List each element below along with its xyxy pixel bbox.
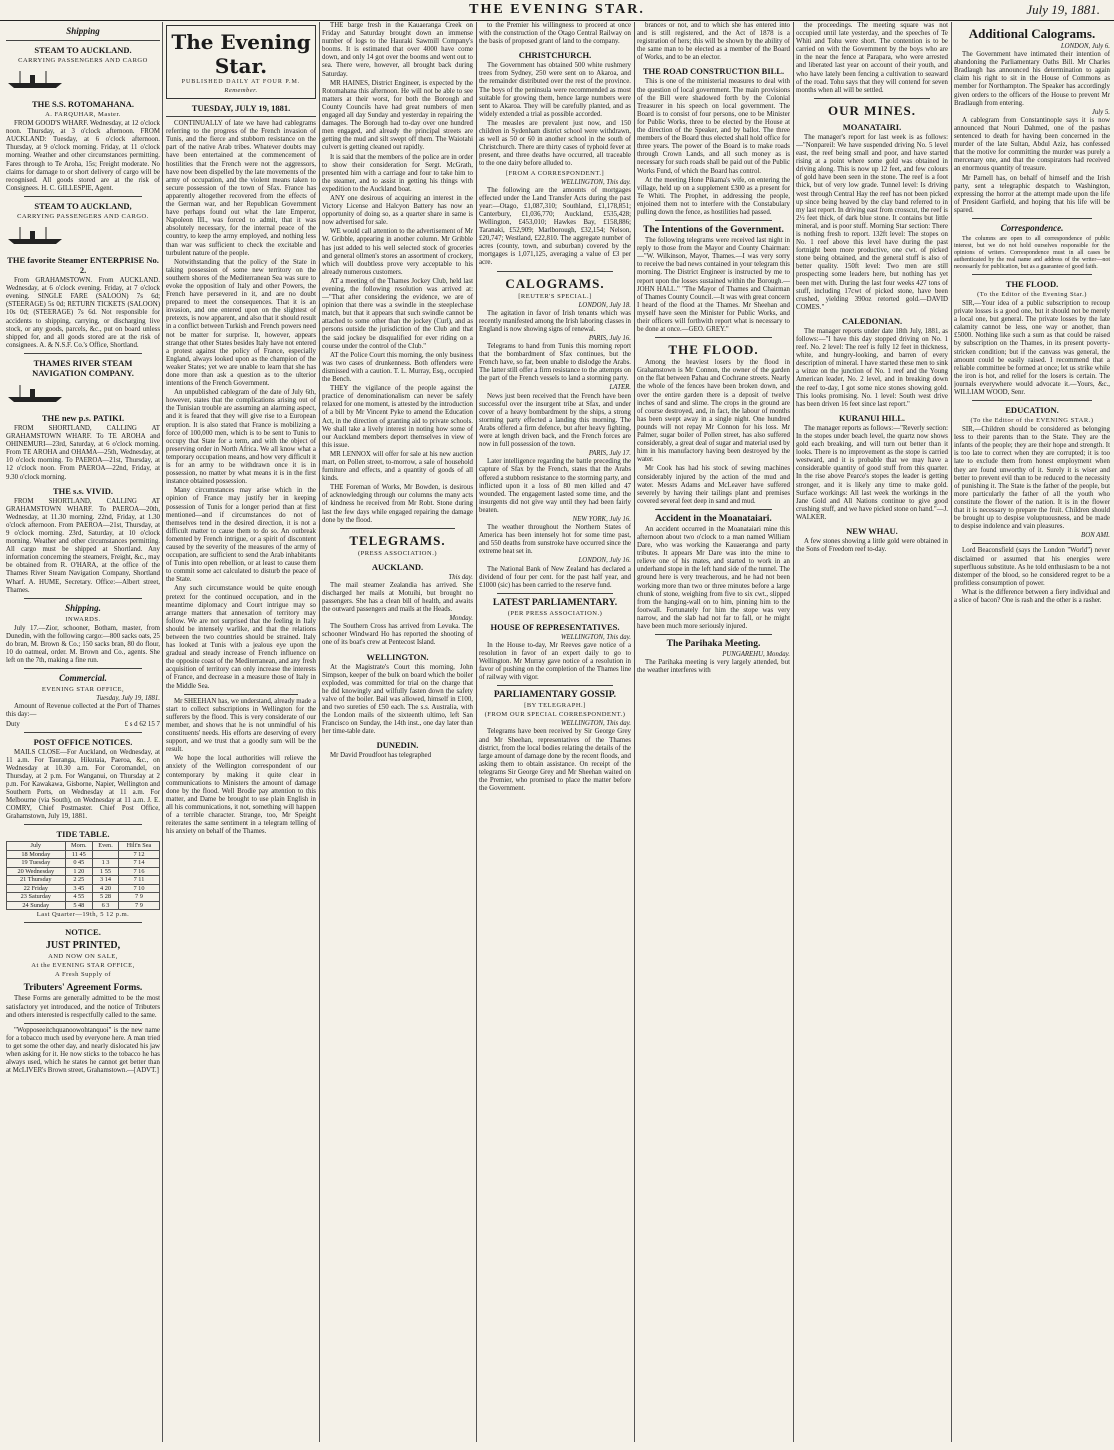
gossip-heading: PARLIAMENTARY GOSSIP. <box>493 690 617 701</box>
commercial-text: Amount of Revenue collected at the Port of Thames this day:— <box>6 703 160 719</box>
mine-report: The manager reports under date 18th July, 1881, as follows:—"I have this day stopped driving on No. 1 reef. No. 2 level: The reef is fully 12 feet in thickness, white, and hungry-looking, and barren of every description of mineral. I have started these men to sink a winze on the junction of No. 1 reef and the Young American leader, No. 2 level, and in breaking down the reef to-day, I got some nice stones showing gold. This looks promising. No. 1 level: South west drive has been driven 16 feet since last report." <box>796 327 948 408</box>
tide-cell: 19 Tuesday <box>7 859 66 868</box>
mine-report: A few stones showing a little gold were obtained in the Sons of Freedom reef to-day. <box>796 537 948 554</box>
steam2-subheading: CARRYING PASSENGERS AND CARGO. <box>17 212 149 220</box>
duty-line <box>6 721 160 729</box>
flood-text: Mr Cook has had his stock of sewing machines considerably injured by the action of the mud and water. Messrs Adams and McLeaver have suffered severely by having their tailings plant and premises covered several feet deep in sand and mud. <box>637 465 790 505</box>
news-paragraph: THE barge fresh in the Kauaeranga Creek on Friday and Saturday brought down an immense number of logs to the Hauraki Sawmill Company's booms. It is estimated that over 4000 have come down, and only 14 got over the booms and went out to sea. There were, however, all brought back during Saturday. <box>322 22 473 78</box>
divider <box>497 271 613 272</box>
ship-name-rotomahana: THE S.S. ROTOMAHANA. <box>31 99 135 110</box>
parliament-heading: LATEST PARLIAMENTARY. <box>492 597 618 608</box>
tide-cell: 22 Friday <box>7 884 66 893</box>
inwards-label: INWARDS. <box>65 615 101 623</box>
table-row <box>7 901 160 910</box>
flood-letter-addressee: (To the Editor of the Evening Star.) <box>977 290 1087 298</box>
news-paragraph: We hope the local authorities will relieve the anxiety of the Wellington correspondent of our contemporary by making it quite clear in communications to Ministers the amount of damage done by the flood. Well Brodie pay attention to this matter, and Dame be brought to use plain English in all his communications, it not, something will happen of a terrible character. Strange, too, Mr Speight reiterates the same sentiment in a telegram telling of his anxiety on behalf of the Thames. <box>166 755 316 836</box>
flood-letter-heading: THE FLOOD. <box>1005 278 1059 289</box>
news-paragraph: Lord Beaconsfield (says the London "World") never disclaimed or assumed that his energies were superfluous substitute. As he told enthusiasm to be a not distemper of the blood, so he considered regret to be a profitless consumption of power. <box>954 547 1110 587</box>
table-row <box>7 876 160 885</box>
news-paragraph: It is said that the members of the police are in order to show their consideration for Sergt. McGrath, presented him with a carriage and four to take him to the steamer, and to assist in getting his things with expedition to the Auckland boat. <box>322 153 473 193</box>
ship-master: A. FARQUHAR, Master. <box>45 111 121 119</box>
correspondence-note: The columns are open to all correspondence of public interest, but we do not hold ourselves responsible for the opinions of writers. Correspondence must in all cases be authenticated by the real name and address of the writer—not necessarily for publication, but as a guarantee of good faith. <box>954 235 1110 270</box>
column-4 <box>479 22 631 1442</box>
table-row <box>7 859 160 868</box>
accident-heading: Accident in the Moanataiari. <box>655 513 772 524</box>
tide-col-header: Even. <box>93 842 119 851</box>
table-row <box>7 884 160 893</box>
telegrams-subheading: (PRESS ASSOCIATION.) <box>358 549 437 557</box>
divider <box>24 353 142 354</box>
divider <box>972 400 1092 401</box>
tide-cell: 20 Wednesday <box>7 867 66 876</box>
tide-col-header: July <box>7 842 66 851</box>
duty-label: Duty <box>6 720 20 728</box>
divider <box>6 40 160 41</box>
steamship-icon <box>6 383 66 403</box>
parliament-text: In the House to-day, Mr Reeves gave notice of a resolution in favor of an expert daily to go to Wellington. Mr Murray gave notice of a resolution in favor of pushing on the completion of the Thames line of railway with vigor. <box>479 641 631 682</box>
tide-cell: 4 20 <box>93 884 119 893</box>
tide-cell: 23 Saturday <box>7 893 66 902</box>
printed-office: At the EVENING STAR OFFICE, <box>31 962 135 970</box>
tide-cell: 6 3 <box>93 901 119 910</box>
dateline-london: LONDON, July 6. <box>1060 43 1110 50</box>
column-1 <box>6 22 160 1442</box>
dateline-day: WELLINGTON, This day. <box>560 720 631 728</box>
divider <box>166 116 316 117</box>
ship-schedule: FROM SHORTLAND, CALLING AT GRAHAMSTOWN WHARF. To TE AROHA and OHINEMURI—23rd, Saturday, at 6 o'clock morning. From TE AROHA and OHAMA—25th, Wednesday, at 10 o'clock morning. To PAEROA—21st, Thursday, at 12 o'clock noon. From PAEROA—22nd, Friday, at 9.30 o'clock morning. <box>6 424 160 481</box>
cable-text: A cablegram from Constantinople says it is now announced that Nouri Dahmed, one of the pashas sentenced to death for having been concerned in the murder of the late Sultan, Abdul Aziz, has confessed that the motive for committing the murder was purely a mercenary one, and that the conspirators had received an enormous quantity of treasure. <box>954 116 1110 173</box>
divider <box>24 922 142 923</box>
tide-table <box>6 841 160 910</box>
masthead-date: July 19, 1881. <box>1026 2 1100 17</box>
news-paragraph: What is the difference between a fiery individual and a slice of bacon? One is rash and the other is a rasher. <box>954 588 1110 604</box>
gossip-text: Telegrams have been received by Sir George Grey and Mr Sheehan, representatives of the Thames district, from the local bodies relating the details of the large amount of damage done by the recent floods, and asking them to obtain assistance. On receipt of the telegrams Sir George Grey and Mr Sheehan waited on the Premier, who promised to place the matter before the Government. <box>479 728 631 793</box>
telegrams-heading: TELEGRAMS. <box>349 532 446 548</box>
mine-caledonian: CALEDONIAN. <box>841 315 903 326</box>
news-paragraph: AT a meeting of the Thames Jockey Club, held last evening, the following resolution was arrived at:—"That after considering the evidence, we are of opinion that there was a swindle in the steeplechase match, but that it appears that such swindle cannot be attached to some other than the jockey (Curl), and as persons outside the jurisdiction of the Club and that the said jockey be disqualified for ever riding on a course under the control of the Club." <box>322 277 473 350</box>
news-paragraph: brances or not, and to which she has entered into and is still registered, and the Act of 1878 is a registration of hers; this will be shown by the ability of the same man to be elected as a member of the Board of Works, and to be an elector. <box>637 22 790 62</box>
news-paragraph: MR LENNOX will offer for sale at his new auction mart, on Pollen street, to-morrow, a sale of household furniture and effects, and a quantity of goods of all kinds. <box>322 450 473 483</box>
divider <box>497 685 613 686</box>
calograms-heading: CALOGRAMS. <box>505 275 605 291</box>
editorial-paragraph: An unpublished cablegram of the date of July 6th, however, states that the complications arising out of the Tunisian trouble are assuming an alarming aspect, and it is feared that they will give rise to a European eruption. It is also stated that France is mobilizing a force of 100,000 men, which is to be sent to Tunis to occupy that State for a term, and with the object of preserving order in North Africa. We all know what a temporary occupation means, and how very difficult it is for an army to be withdrawn once it is in possession, no matter by what means it is in the first instance obtained possession. <box>166 389 316 486</box>
mine-new-whau: NEW WHAU. <box>846 525 898 536</box>
commercial-office: EVENING STAR OFFICE, <box>41 686 125 694</box>
column-5 <box>637 22 790 1442</box>
column-rule <box>476 22 477 1442</box>
gossip-correspondent: (FROM OUR SPECIAL CORRESPONDENT.) <box>484 711 626 719</box>
intentions-text: The following telegrams were received last night in reply to those from the Mayor and County Chairman:—"W. Wilkinson, Mayor, Thames.—I was very sorry to receive the bad news contained in your telegram this morning. The District Engineer is instructed by me to report upon the losses sustained within the Borough.—JOHN HALL." "The Mayor of Thames and Chairman of Thames County Council.—It was with great concern I heard of the flood at the Thames. Mr Sheehan and myself have seen the Minister for Public Works, and their officers will forthwith report what is necessary to be done at once.—GEO. GREY." <box>637 237 790 334</box>
tide-cell: 7 12 <box>118 850 159 859</box>
steamship-icon <box>6 69 66 89</box>
table-row <box>7 867 160 876</box>
tide-cell: 3 45 <box>65 884 92 893</box>
column-rule <box>319 22 320 1442</box>
parihaka-heading: The Parihaka Meeting. <box>666 639 761 650</box>
education-text: SIR,—Children should be considered as belonging less to their parents than to the State. They are the infants of the people; they are their hope and strength. It is too late to correct when they are corrupted; it is too late to exclude them from honest employment when they are found unworthy of it. Surely it is wiser and better to prevent evil than to be reduced to the necessity of punishing it. The State is the father of the people, but more particularly the father of all the youth who constitute the flower of the nation. It is in the flower that it is necessary to prepare the fruit. Children should be brought up to despise voluptuousness, and be made to despise indolence and vain pleasures. <box>954 426 1110 531</box>
gossip-subheading: [BY TELEGRAPH.] <box>524 702 586 710</box>
notice-heading: NOTICE. <box>65 927 101 938</box>
tide-cell: 0 45 <box>65 859 92 868</box>
news-paragraph: Mr SHEEHAN has, we understand, already made a start to collect subscriptions in Wellington for the sufferers by the flood. This is very considerate of our member, and shows that he is not unmindful of his constituents' needs. His efforts are deserving of every support, and we trust that a goodly sum will be the result. <box>166 697 316 754</box>
telegram-text: The mail steamer Zealandia has arrived. She discharged her mails at Motuihi, but brought no passengers. She has a clean bill of health, and awaits the outward passengers and mails at the Heads. <box>322 581 473 614</box>
mine-moanataiari: MOANATAIRI. <box>842 121 902 132</box>
divider <box>24 732 142 733</box>
ship-name-patiki: THE new p.s. PATIKI. <box>41 412 125 423</box>
parliament-subheading: (PER PRESS ASSOCIATION.) <box>507 609 603 617</box>
additional-calograms-heading: Additional Calograms. <box>968 26 1096 41</box>
divider <box>24 1023 142 1024</box>
cable-text: The agitation in favor of Irish tenants which was recently manifested among the Irish laboring classes in England is now showing signs of renewal. <box>479 309 631 333</box>
mine-report: The manager's report for last week is as follows:—"Nonpareil: We have suspended driving No. 5 level east, the reef being small and poor, and have started rising at a point where some gold was obtained in driving along. This is now up 12 feet, and few colours of gold have been seen in the stone. The reef is a foot thick, but of very low grade. Tunnel level: Is driving west through Central Hay the reef has not been picked up since being heaved by the clay band referred to in my last report. In driving east from crosscut, the reef is 2½ feet thick, of dark blue stone. It contains but little mineral, and is poor stuff. Morning Star section: There is nothing fresh to report. 132ft level: The stopes on No. 1 reef above this level have during the past fortnight been more productive, one cwt. of picked stone being obtained, and the general stuff is also of better quality. 150ft level: Two men are still prospecting some leaders here, but nothing has yet been met with. During the last four weeks 427 tons of stuff, including 17cwt of picked stone, have been crushed, yielding 390oz retorted gold.—DAVID COMES." <box>796 133 948 311</box>
tide-cell: 1 20 <box>65 867 92 876</box>
tide-cell: 7 10 <box>118 884 159 893</box>
divider <box>24 598 142 599</box>
dateline-london: LONDON, July 16. <box>578 557 631 565</box>
column-rule <box>793 22 794 1442</box>
dateline-auckland: AUCKLAND. <box>371 561 424 572</box>
divider <box>655 337 772 338</box>
editorial-paragraph: CONTINUALLY of late we have had cablegrams referring to the progress of the French invasion of Tunis, and the fierce and stubborn resistance on the part of the native Arab tribes. Whatever doubts may have been entertained at the commencement of hostilities that the French were not the aggressors, have now been dispelled by the late movements of the army of occupation, and the violent means taken to secure possession of the town of Sfax. France has apparently altogether recovered from the effects of the German war, and her Republican Government have perhaps found out what the late Emperor, Napoleon III., was forced to admit, that it was absolutely necessary, for the internal peace of the country, to keep the army employed, and nothing less than war was sufficient to check the excitable and turbulent nature of the people. <box>166 120 316 257</box>
telegram-text: The Southern Cross has arrived from Levuka. The schooner Windward Ho has reported the shooting of one of its boat's crew at Pentecost Island. <box>322 623 473 647</box>
printed-sub: AND NOW ON SALE, <box>48 953 118 961</box>
column-rule <box>634 22 635 1442</box>
tide-col-header: Hilt'n Sea <box>118 842 159 851</box>
editorial-paragraph: Any such circumstance would be quite enough pretext for the continued occupation, and in the meantime diplomacy and Court intrigue may so arrange matters that annexation of territory may follow. We are not surprised that the feeling in Italy should be intensely warlike, and that the relations between the two countries should be strained. Italy has looked at Tunis with a jealous eye upon the gradual and steady increase of French influence on the opposite coast of the Mediterranean, and any fresh acquisition of territory can only increase the interests of France, and decrease in a measure those of Italy in the Middle Sea. <box>166 585 316 690</box>
just-printed: JUST PRINTED, <box>45 940 121 952</box>
cable-text: Mr Parnell has, on behalf of himself and the Irish party, sent a telegraphic despatch to Washington, expressing the horror at the attempt made upon the life of President Garfield, and hoping that his life will be spared. <box>954 174 1110 214</box>
column-rule <box>162 22 163 1442</box>
divider <box>972 218 1092 219</box>
cable-text: News just been received that the French have been successful over the insurgent tribe at Sfax, and under cover of a heavy bombardment by the ships, a strong storming party effected a landing this morning. The Arabs offered a firm defence, but after heavy fighting, were at length driven back, and the French forces are now in full possession of the town. <box>479 392 631 449</box>
cable-text: The weather throughout the Northern States of America has been intensely hot for some time past, and 550 deaths from sunstroke have occurred since the extreme heat set in. <box>479 524 631 556</box>
editorial-paragraph: Many circumstances may arise which in the opinion of France may justify her in keeping possession of Tunis for a longer period than at first mentioned—and if circumstances do not of themselves tend in the desired direction, it is not a difficult matter to cause them to do so. An outbreak fomented by French intrigue, or a spirit of discontent caused by the severity of the measures of the army of occupation, are sufficient to send the Arab inhabitants of Tunis into open rebellion, or at least to cause them to commit some act calculated to disturb the peace of the State. <box>166 487 316 584</box>
shipping2-heading: Shipping. <box>65 602 101 613</box>
flood-heading: THE FLOOD. <box>668 342 759 358</box>
shipping-heading: Shipping <box>66 26 100 36</box>
tributers-heading: Tributers' Agreement Forms. <box>23 983 143 994</box>
intentions-heading: The Intentions of the Government. <box>643 225 784 236</box>
printed-supply: A Fresh Supply of <box>55 971 111 979</box>
dateline-day: This day. <box>448 573 473 581</box>
inwards-text: July 17.—Zior, schooner, Botham, master, from Dunedin, with the following cargo:—800 sacks oats, 25 do bran, M. Brown & Co.; 150 sacks bran, 80 do flour, 10 do oatmeal, order. M. Brown and Co., agents. She left on the 7th, making a fine run. <box>6 624 160 665</box>
tributers-text: These Forms are generally admitted to be the most satisfactory yet introduced, and the notice of Tributers and others interested is respectfully called to the same. <box>6 995 160 1019</box>
telegram-text: The following are the amounts of mortgages effected under the Land Transfer Acts during the past year:—Otago, £1,087,310; Southland, £1,178,851; Canterbury, £1,036,770; Auckland, £535,428; Wellington, £453,010; Hawkes Bay, £158,886; Taranaki, £52,909; Marlborough, £32,154; Nelson, £20,747; Westland, £22,810. The aggregate number of acres (county, town, and suburban) covered by the mortgages is 1,071,125, averaging a value of £3 per acre. <box>479 186 631 267</box>
divider <box>184 694 298 695</box>
divider <box>655 509 772 510</box>
dateline-july5: July 5. <box>1091 108 1110 116</box>
tide-cell: 1 3 <box>93 859 119 868</box>
road-bill-heading: THE ROAD CONSTRUCTION BILL. <box>642 66 785 77</box>
commercial-heading: Commercial. <box>59 673 107 684</box>
correspondent-note: [FROM A CORRESPONDENT.] <box>505 169 605 177</box>
tide-cell: 7 16 <box>118 867 159 876</box>
education-heading: EDUCATION. <box>1005 405 1059 416</box>
paper-date: TUESDAY, JULY 19, 1881. <box>191 103 291 114</box>
tide-cell: 5 28 <box>93 893 119 902</box>
steam-subheading: CARRYING PASSENGERS AND CARGO <box>18 57 148 64</box>
flood-letter-text: SIR,—Your idea of a public subscription to recoup private losses is a good one, but it should not be merely a local one, but general. The private losses by the late calamity cannot be less, one way or another, than £5000. Nothing like such a sum as that could be raised by subscription on the Thames, in its present poverty-stricken condition; but if the canvass was general, the amount could be easily raised. I recommend that a reliable committee be formed at once; let us strike while the iron is hot, and relief for the losers is certain. The journals everywhere would advocate it.—Yours, &c., WILLIAM WOOD, Senr. <box>954 299 1110 396</box>
ship-schedule: FROM GOOD'S WHARF. Wednesday, at 12 o'clock noon. Thursday, at 3 o'clock afternoon. FROM AUCKLAND: Tuesday, at 6 o'clock afternoon. Thursday, at 9 o'clock morning. Friday, at 11 o'clock morning. Weather and other circumstances permitting. Fares through to Te Aroha, 15s; Freight moderate. No claims for damage to or short delivery of cargo will be recognised. All goods stored are at the risk of Consignees. H. C. GILLESPIE, Agent. <box>6 120 160 192</box>
dateline-wellington: WELLINGTON. <box>366 651 429 662</box>
news-paragraph: to the Premier his willingness to proceed at once with the construction of the Otago Central Railway on the basis of proposed grant of land to the company. <box>479 22 631 46</box>
tide-cell: 5 48 <box>65 901 92 910</box>
news-paragraph: ANY one desirous of acquiring an interest in the Victory License and Halcyon Battery has now an opportunity of doing so, as a quarter share in same is now advertised for sale. <box>322 194 473 227</box>
accident-text: An accident occurred in the Moanataiari mine this afternoon about two o'clock to a man named William Dare, who was working the Kauaeranga and party tributes. It appears Mr Dare was into the mine to relieve one of his mates, and started to work in an underhand stope in the left hand side of the tunnel. The ground here is very treacherous, and he had not been working more than two or three minutes before a large chunk of stone, weighing from five to six cwt., slipped from the hanging-wall on to him, pinning him to the footwall. Fortunately for him the stope was very narrow, and the slab had not far to fall, or he might have been much more seriously injured. <box>637 525 790 630</box>
news-paragraph: THE Foreman of Works, Mr Bowden, is desirous of acknowledging through our columns the many acts of kindness he received from Mr Robt. Stone during last the few days while engaged repairing the damage done by the flood. <box>322 484 473 524</box>
duty-amount: £ s d 62 15 7 <box>124 720 160 728</box>
flood-text: Among the heaviest losers by the flood in Grahamstown is Mr Connon, the owner of the garden on the flat between Pahau and Cochrane streets. Nearly the whole of the fences have been broken down, and over the entire garden there is a deposit of twelve inches of sand and slime. The crops in the ground are of course destroyed, and, in fact, the labour of months has been swept away in a single night. One hundred pounds will not repay Mr Connon for his loss. Mr Palmer, sugar boiler of Pollen street, has also suffered considerably, a great deal of sugar and material used by him in his manufactory having been destroyed by the water. <box>637 359 790 464</box>
divider <box>655 220 772 221</box>
divider <box>24 668 142 669</box>
divider <box>24 196 142 197</box>
calograms-subheading: [REUTER'S SPECIAL.] <box>518 292 592 300</box>
parihaka-text: The Parihaka meeting is very largely attended, but the weather interferes with <box>637 659 790 675</box>
house-heading: HOUSE OF REPRESENTATIVES. <box>490 621 620 632</box>
dateline-paris: PARIS, July 16. <box>588 334 631 342</box>
divider <box>972 274 1092 275</box>
tide-cell: 24 Sunday <box>7 901 66 910</box>
newspaper-logo: The Evening Star. <box>171 30 311 78</box>
mine-report: The manager reports as follows:—"Reverly section: In the stopes under beach level, the quartz now shows gold each breaking, and will turn out better than it looks. There is no improvement as the stope is carried westward, and it is probable that we may have a considerable quantity of good stuff from this quarter. In the rise above Pearce's stopes the leader is getting stronger, and it is likely any time to make gold. Surface workings: All last week the workings in the Jane Gold and All Nations continue to give good crushing stuff, and we have picked stone on hand."—J. WALKER. <box>796 424 948 521</box>
dateline-day: WELLINGTON, This day. <box>560 178 631 186</box>
news-paragraph: AT the Police Court this morning, the only business was two cases of drunkenness. Both offenders were dismissed with a caution. T. L. Murray, Esq., occupied the Bench. <box>322 351 473 384</box>
tide-cell <box>93 850 119 859</box>
cable-text: The Government have intimated their intention of abandoning the Parliamentary Oaths Bill. Mr Charles Bradlaugh has announced his determination to again claim his right to sit in the House of Commons as member for Northampton. The Speaker has accordingly given orders to the officers of the House to prevent Mr Bradlaugh from entering. <box>954 51 1110 107</box>
publication-notice: PUBLISHED DAILY AT FOUR P.M. <box>181 79 301 85</box>
divider <box>655 634 772 635</box>
nameplate <box>166 25 316 99</box>
table-row <box>7 850 160 859</box>
dateline-day: WELLINGTON, This day. <box>560 633 631 641</box>
remember-note: Remember. <box>224 87 258 95</box>
column-rule <box>951 22 952 1442</box>
ship-name-vivid: THE s.s. VIVID. <box>52 485 114 496</box>
tide-header-row <box>7 842 160 851</box>
tide-cell: 7 14 <box>118 859 159 868</box>
masthead-title: THE EVENING STAR. <box>469 2 645 17</box>
cable-text: Later intelligence regarding the battle preceding the capture of Sfax by the French, states that the Arabs offered a stubborn resistance to the storming party, and inflicted upon it a loss of 80 men killed and 47 wounded. The engagement lasted some time, and the insurgents did not give way until they had been fairly beaten. <box>479 458 631 514</box>
news-paragraph: THEY the vigilance of the people against the practice of denominationalism can never be safely relaxed for one moment, is attested by the introduction of a bill by Mr Vincent Pyke to amend the Education Act, in the direction of granting aid to private schools. We shall take a lively interest in noting how some of our Auckland members deport themselves in view of this issue. <box>322 385 473 449</box>
tide-cell: 1 55 <box>93 867 119 876</box>
dateline-dunedin: DUNEDIN. <box>376 740 419 751</box>
letter-signature: BON AMI. <box>1081 532 1110 540</box>
tide-cell: 18 Monday <box>7 850 66 859</box>
steam2-heading: STEAM TO AUCKLAND, <box>34 200 132 211</box>
tide-cell: 7 9 <box>118 901 159 910</box>
dateline-christchurch: CHRISTCHURCH. <box>518 50 592 61</box>
divider <box>972 543 1092 544</box>
news-paragraph: WE would call attention to the advertisement of Mr W. Gribble, appearing in another column. Mr Gribble has just added to his well selected stock of groceries and general ollmen's stores an assortment of crockery, which will doubtless prove very acceptable to his already numerous customers. <box>322 228 473 276</box>
steamship-icon <box>6 225 66 245</box>
tide-col-header: Morn. <box>65 842 92 851</box>
cable-text: The National Bank of New Zealand has declared a dividend of four per cent. for the past half year, and £1000 (sic) has been carried to the reserve fund. <box>479 565 631 589</box>
thames-navigation-heading: THAMES RIVER STEAM NAVIGATION COMPANY. <box>32 357 134 378</box>
telegram-text: At the Magistrate's Court this morning, John Simpson, keeper of the bulk on board which the boiler exploded, was committed for trial on the charge that he did knowingly and wilfully fasten down the safety valve of the boiler. Bail was allowed, himself in £100, and two sureties of £50 each. The s.s. Australia, with the London mails of the sixteenth ultimo, left San Francisco on Sunday, the 14th inst., one day later than her time-table date. <box>322 663 473 736</box>
divider <box>814 98 930 99</box>
tobacco-ad: "Wopposeeitchquanoowohtanquoi" is the new name for a tobacco much used by everyone here. A man tried to get some the other day, and nearly dislocated his jaw when asking for it. He now sticks to the tobacco he has always used, which he states he cannot get better than at McLIVER's Brown street, Grahamstown.—[ADVT.] <box>6 1026 160 1075</box>
tide-cell: 21 Thursday <box>7 876 66 885</box>
dateline-london: LONDON, July 18. <box>578 301 631 309</box>
telegram-text: The Government has obtained 500 white rushmery trees from Sydney, 250 were sent on to Akaroa, and the remainder distributed over the rest of the province. The boys of the peninsula were recommended as most suitable for growing them, hence large numbers were sent to Akaroa. They will be carefully planted, and as widely extended a trial as possible accorded. <box>479 62 631 118</box>
dateline-pungarehu: PUNGAREHU, Monday. <box>722 651 790 659</box>
ship-schedule: FROM SHORTLAND, CALLING AT GRAHAMSTOWN WHARF. To PAEROA—20th, Wednesday, at 11.30 morning. 22nd, Friday, at 1.30 o'clock afternoon. From PAEROA—21st, Thursday, at 9 o'clock morning. 23rd, Saturday, at 10 o'clock morning. Weather and other circumstances permitting. All cargo must be shipped at Shortland. Any information concerning the steamers, Freight, &c., may be obtained from R. O'HARA, at the office of the Thames River Steam Navigation Company, Shortland Wharf. A. HUME, Secretary. Office:—Albert street, Thames. <box>6 497 160 594</box>
mine-kuranui: KURANUI HILL. <box>838 412 906 423</box>
column-3 <box>322 22 473 1442</box>
divider <box>340 528 455 529</box>
tide-cell: 11 45 <box>65 850 92 859</box>
commercial-date: Tuesday, July 19, 1881. <box>96 695 160 703</box>
education-addressee: (To the Editor of the EVENING STAR.) <box>970 417 1094 425</box>
editorial-paragraph: Notwithstanding that the policy of the State in taking possession of some new territory on the southern shores of the Mediterranean Sea was sure to evoke the opposition of Italy and other Powers, the French have persevered in it, and are no doubt prepared to meet the consequences. That it is an invasion, and one entered upon on the slightest of pretexts, is now apparent, and also that it should result in a conflict between Turkish and French powers need not be matter for surprise. It, however, appears strange that other States besides Italy have not entered a protest against the policy of France, especially England, always looked upon as the champion of the weaker States; yet we are unable to learn that she has done more than ask a question as to the ulterior intentions of the French Government. <box>166 258 316 388</box>
tide-cell: 3 14 <box>93 876 119 885</box>
cable-text: Telegrams to hand from Tunis this morning report that the bombardment of Sfax continues, but the French have, so far, been unable to dislodge the Arabs. The latter still offer a firm resistance to the attempts on the part of the French vessels to land a storming party. <box>479 343 631 383</box>
news-paragraph: MR HAINES, District Engineer, is expected by the Rotomahana this afternoon. He will not be able to see matters at their worst, for both the Borough and County Councils have had great numbers of men engaged all day Sunday and yesterday in repairing the damages. The Borough had to-day over one hundred men engaged, and already the principal streets are getting the mud and silt swept off them. The Waiotahi culvert is getting cleaned out rapidly. <box>322 79 473 152</box>
correspondence-heading: Correspondence. <box>1000 222 1064 233</box>
tide-table-heading: TIDE TABLE. <box>56 829 110 840</box>
tide-cell: 2 25 <box>65 876 92 885</box>
divider <box>497 593 613 594</box>
telegram-text: Mr David Proudfoot has telegraphed <box>330 752 432 760</box>
tide-cell: 7 11 <box>118 876 159 885</box>
ship-name-enterprise: THE favorite Steamer ENTERPRISE No. 2. <box>7 255 159 276</box>
column-2 <box>166 22 316 1442</box>
steam-heading: STEAM TO AUCKLAND. <box>34 45 132 55</box>
divider <box>24 824 142 825</box>
tide-cell: 7 9 <box>118 893 159 902</box>
table-row <box>7 893 160 902</box>
mines-heading: OUR MINES. <box>827 102 916 118</box>
dateline-new-york: NEW YORK, July 16. <box>572 515 631 523</box>
last-quarter: Last Quarter—19th, 5 12 p.m. <box>36 911 130 919</box>
column-6 <box>796 22 948 1442</box>
masthead <box>0 0 1114 21</box>
dateline-paris: PARIS, July 17. <box>588 450 631 458</box>
post-office-text: MAILS CLOSE—For Auckland, on Wednesday, at 11 a.m. For Tauranga, Hikutaia, Paeroa, &c., on Wednesday at 10.30 a.m. For Coromandel, on Thursday, at 2 p.m. For Wanganui, on Thursday at 2 p.m. For Kawakawa, Gisborne, Napier, Wellington and Southern Ports, on Wednesday at 11 a.m. For Melbourne (via South), on Wednesday at 11 a.m. J. E. COMRY, Chief Postmaster. Chief Post Office, Grahamstown, July 19, 1881. <box>6 748 160 821</box>
road-bill-text: This is one of the ministerial measures to deal with the question of local government. The main provisions of the Bill were shadowed forth by the Colonial Treasurer in his speech on local government. The Board is to consist of four persons, one to be Minister for Public Works, three to be elected by the House at the direction of the Speaker, and by ballot. The three members of the Board thus elected shall hold office for three years. The power of the Board is to make roads through Crown Lands, and all such money as is necessary for such roads shall be paid out of the Public Works Fund, of which the Board has control. <box>637 78 790 175</box>
column-7 <box>954 22 1110 1442</box>
tide-cell: 4 55 <box>65 893 92 902</box>
dateline-later: LATER. <box>609 384 631 392</box>
dateline-day: Monday. <box>449 615 473 623</box>
ship-schedule: From GRAHAMSTOWN. From AUCKLAND. Wednesday, at 6 o'clock evening. Friday, at 7 o'clock evening. SINGLE FARE (SALOON) 7s 6d; (STEERAGE) 5s 0d; RETURN TICKETS (SALOON) 10s 0d; (STEERAGE) 7s 6d. Not responsible for accidents to shipping, carrying, or discharging live stock, or any goods, parcels, &c., put on board unless shipped for, and all goods stored are at the risk of consignees. A. & N.S.F. Co.'s Office, Shortland. <box>6 277 160 349</box>
post-office-heading: POST OFFICE NOTICES. <box>33 736 133 747</box>
news-paragraph: the proceedings. The meeting square was not occupied until late yesterday, and the speeches of Te Whiti and Tohu were short. The contention is to be carried on with the Government by the boys who are in the near the fence at Parapara, who were arrested and liberated last year on account of their youth, and who have lately been fencing a cultivation to seaward of the road. Tohu says that they will contend for seven months when all will be settled. <box>796 22 948 94</box>
news-paragraph: At the meeting Hone Pikama's wife, on entering the village, held up on a supplement £300 as a present for Te Whiti. The Prophet, in addressing the people, enjoined them not to interfere with the Constabulary pulling down the fence, as hostilities had passed. <box>637 176 790 216</box>
telegram-text: The measles are prevalent just now, and 150 children in Sydenham district school were withdrawn, as well as 50 or 60 in another school in the south of Christchurch. There are thirty cases of typhoid fever at present, and three deaths have occurred, all traceable to the one dairy before alluded to. <box>479 119 631 168</box>
